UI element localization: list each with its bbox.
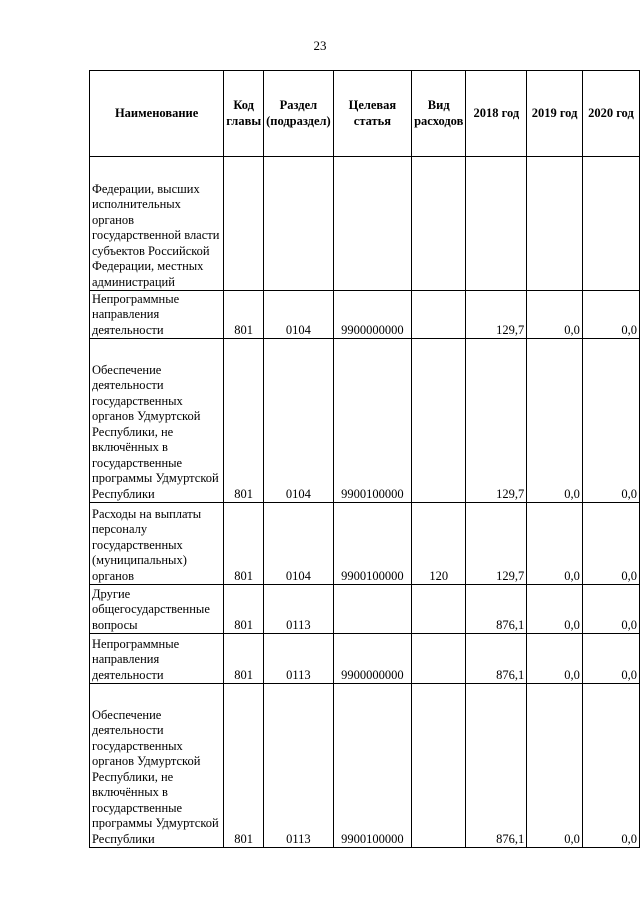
row-2020: 0,0 xyxy=(582,339,639,503)
table-header-row xyxy=(90,71,640,157)
header-name: Наименование xyxy=(90,71,224,157)
row-2018: 129,7 xyxy=(466,503,527,585)
row-name: Непрограммные направления деятельности xyxy=(90,634,224,684)
table-row xyxy=(90,684,640,848)
row-2018: 129,7 xyxy=(466,339,527,503)
row-code: 801 xyxy=(224,585,264,634)
page-number: 23 xyxy=(313,38,327,53)
row-expense-type xyxy=(412,291,466,339)
row-2018: 876,1 xyxy=(466,585,527,634)
row-section: 0104 xyxy=(264,503,334,585)
row-name: Расходы на выплаты персоналу государственных (муниципальных) органов xyxy=(90,503,224,585)
header-target: Целевая статья xyxy=(333,71,411,157)
row-code: 801 xyxy=(224,339,264,503)
header-2020: 2020 год xyxy=(582,71,639,157)
row-target: 9900100000 xyxy=(333,503,411,585)
header-2019: 2019 год xyxy=(527,71,583,157)
row-expense-type xyxy=(412,634,466,684)
row-code: 801 xyxy=(224,291,264,339)
row-2019 xyxy=(527,157,583,291)
row-2019: 0,0 xyxy=(527,585,583,634)
row-2020: 0,0 xyxy=(582,291,639,339)
budget-table xyxy=(89,70,640,848)
row-2020: 0,0 xyxy=(582,634,639,684)
row-2020: 0,0 xyxy=(582,684,639,848)
row-code: 801 xyxy=(224,634,264,684)
row-section: 0104 xyxy=(264,339,334,503)
row-code: 801 xyxy=(224,503,264,585)
table-row xyxy=(90,634,640,684)
row-name: Другие общегосударственные вопросы xyxy=(90,585,224,634)
header-section: Раздел (подраздел) xyxy=(264,71,334,157)
row-name: Обеспечение деятельности государственных органов Удмуртской Республики, не включённых в государственные программы Удмуртской Республики xyxy=(90,684,224,848)
row-expense-type xyxy=(412,157,466,291)
row-2018: 876,1 xyxy=(466,684,527,848)
row-code xyxy=(224,157,264,291)
row-2018: 876,1 xyxy=(466,634,527,684)
row-section: 0113 xyxy=(264,585,334,634)
table-row xyxy=(90,339,640,503)
row-2020 xyxy=(582,157,639,291)
header-2018: 2018 год xyxy=(466,71,527,157)
row-target: 9900100000 xyxy=(333,684,411,848)
row-expense-type: 120 xyxy=(412,503,466,585)
row-2019: 0,0 xyxy=(527,503,583,585)
row-target: 9900000000 xyxy=(333,291,411,339)
row-expense-type xyxy=(412,339,466,503)
row-section: 0113 xyxy=(264,634,334,684)
row-target: 9900100000 xyxy=(333,339,411,503)
row-2018 xyxy=(466,157,527,291)
row-2019: 0,0 xyxy=(527,684,583,848)
row-2020: 0,0 xyxy=(582,503,639,585)
row-name: Непрограммные направления деятельности xyxy=(90,291,224,339)
row-section: 0104 xyxy=(264,291,334,339)
row-target xyxy=(333,585,411,634)
table-row xyxy=(90,291,640,339)
row-section: 0113 xyxy=(264,684,334,848)
row-target: 9900000000 xyxy=(333,634,411,684)
row-expense-type xyxy=(412,684,466,848)
header-expense-type: Вид расходов xyxy=(412,71,466,157)
row-name: Федерации, высших исполнительных органов государственной власти субъектов Российской Федерации, местных администраций xyxy=(90,157,224,291)
row-2019: 0,0 xyxy=(527,339,583,503)
row-2020: 0,0 xyxy=(582,585,639,634)
row-2019: 0,0 xyxy=(527,634,583,684)
row-expense-type xyxy=(412,585,466,634)
header-code: Код главы xyxy=(224,71,264,157)
row-name: Обеспечение деятельности государственных органов Удмуртской Республики, не включённых в государственные программы Удмуртской Республики xyxy=(90,339,224,503)
row-2019: 0,0 xyxy=(527,291,583,339)
row-2018: 129,7 xyxy=(466,291,527,339)
table-row xyxy=(90,157,640,291)
table-row xyxy=(90,585,640,634)
row-target xyxy=(333,157,411,291)
row-code: 801 xyxy=(224,684,264,848)
table-row xyxy=(90,503,640,585)
row-section xyxy=(264,157,334,291)
